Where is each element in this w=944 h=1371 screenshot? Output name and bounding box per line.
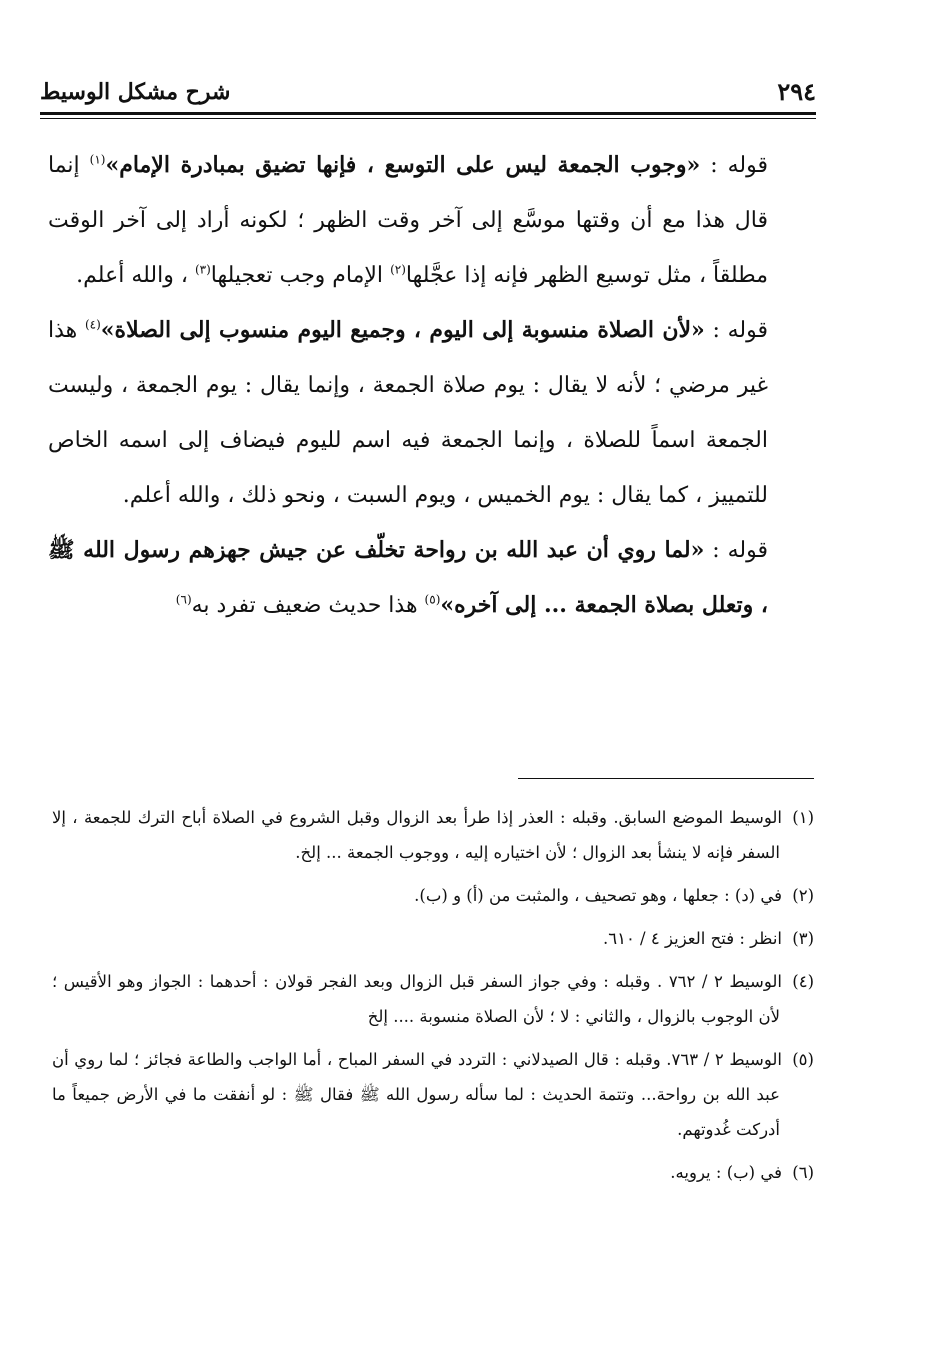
footnote-ref: (٥): [424, 592, 441, 607]
paragraph-text: الإمام وجب تعجيلها: [210, 263, 384, 288]
footnote-ref: (٢): [390, 262, 406, 277]
footnote-1: [52, 800, 814, 870]
footnote-number: (١): [792, 808, 814, 827]
footnote-4: [52, 964, 814, 1034]
footnote-ref: (٣): [194, 262, 211, 277]
footnote-number: (٦): [792, 1163, 814, 1182]
footnote-text: الوسيط ٢ / ٧٦٣. وقبله : قال الصيدلاني : التردد في السفر المباح ، أما الواجب والطاعة فجائز ؛ لما روي أن عبد الله بن رواحة... وتتمة الحديث : لما سأله رسول الله ﷺ فقال ﷺ : لو أنفقت ما في الأرض جميعاً ما أدركت غُدوتهم.: [52, 1050, 782, 1139]
page-number: ٢٩٤: [777, 77, 816, 106]
quote-intro: قوله :: [710, 153, 768, 178]
book-title: شرح مشكل الوسيط: [40, 79, 231, 105]
bold-quotation: «لأن الصلاة منسوبة إلى اليوم ، وجميع اليوم منسوب إلى الصلاة»: [100, 317, 705, 343]
footnote-text: في (د) : جعلها ، وهو تصحيف ، والمثبت من (أ) و (ب).: [414, 886, 782, 905]
footnote-text: انظر : فتح العزيز ٤ / ٦١٠.: [602, 929, 782, 948]
paragraph-text: هذا حديث ضعيف تفرد به: [191, 593, 418, 618]
page-header: [40, 78, 816, 106]
footnote-text: الوسيط ٢ / ٧٦٢ . وقبله : وفي جواز السفر قبل الزوال وبعد الفجر قولان : أحدهما : الجواز وهو الأقيس ؛ لأن الوجوب بالزوال ، والثاني : لا ؛ لأن الصلاة منسوبة .... إلخ: [52, 972, 782, 1026]
paragraph-text: هذا غير مرضي ؛ لأنه لا يقال : يوم صلاة الجمعة ، وإنما يقال : يوم الجمعة ، وليست الجمعة اسماً للصلاة ، وإنما الجمعة فيه اسم لليوم فيضاف إلى اسمه الخاص للتمييز ، كما يقال : يوم الخميس ، ويوم السبت ، ونحو ذلك ، والله أعلم.: [48, 318, 768, 508]
footnote-6: [52, 1155, 814, 1190]
header-rule-thin: [40, 118, 816, 119]
footnote-2: [52, 878, 814, 913]
main-text: [48, 138, 810, 633]
footnote-text: في (ب) : يرويه.: [670, 1163, 782, 1182]
paragraph-1: [48, 138, 810, 303]
quote-intro: قوله :: [712, 538, 768, 563]
footnote-number: (٢): [792, 886, 814, 905]
paragraph-text: ، والله أعلم.: [76, 263, 188, 288]
footnote-text: الوسيط الموضع السابق. وقبله : العذر إذا طرأ بعد الزوال وقبل الشروع في الصلاة أباح الترك للجمعة ، إلا السفر فإنه لا ينشأ بعد الزوال ؛ لأن اختياره إليه ، ووجوب الجمعة ... إلخ.: [52, 808, 782, 862]
footnote-ref: (٤): [84, 317, 101, 332]
footnote-number: (٥): [792, 1050, 814, 1069]
footnote-number: (٤): [792, 972, 814, 991]
footnote-ref: (١): [89, 152, 106, 167]
footnote-5: [52, 1042, 814, 1147]
paragraph-text: إنما قال هذا مع أن وقتها موسَّع إلى آخر وقت الظهر ؛ لكونه أراد إلى آخر الوقت مطلقاً ، مثل توسيع الظهر فإنه إذا عجَّلها: [48, 153, 768, 288]
footnotes: [52, 800, 814, 1198]
footnote-separator: [518, 778, 814, 779]
footnote-3: [52, 921, 814, 956]
footnote-ref: (٦): [175, 592, 192, 607]
header-rule-thick: [40, 112, 816, 115]
footnote-number: (٣): [792, 929, 814, 948]
paragraph-2: [48, 303, 810, 523]
bold-quotation: «وجوب الجمعة ليس على التوسع ، فإنها تضيق بمبادرة الإمام»: [105, 152, 701, 178]
bold-quotation: «لما روي أن عبد الله بن رواحة تخلّف عن جيش جهزهم رسول الله ﷺ ، وتعلل بصلاة الجمعة ... إلى آخره»: [48, 537, 768, 618]
quote-intro: قوله :: [712, 318, 768, 343]
paragraph-3: [48, 523, 810, 633]
